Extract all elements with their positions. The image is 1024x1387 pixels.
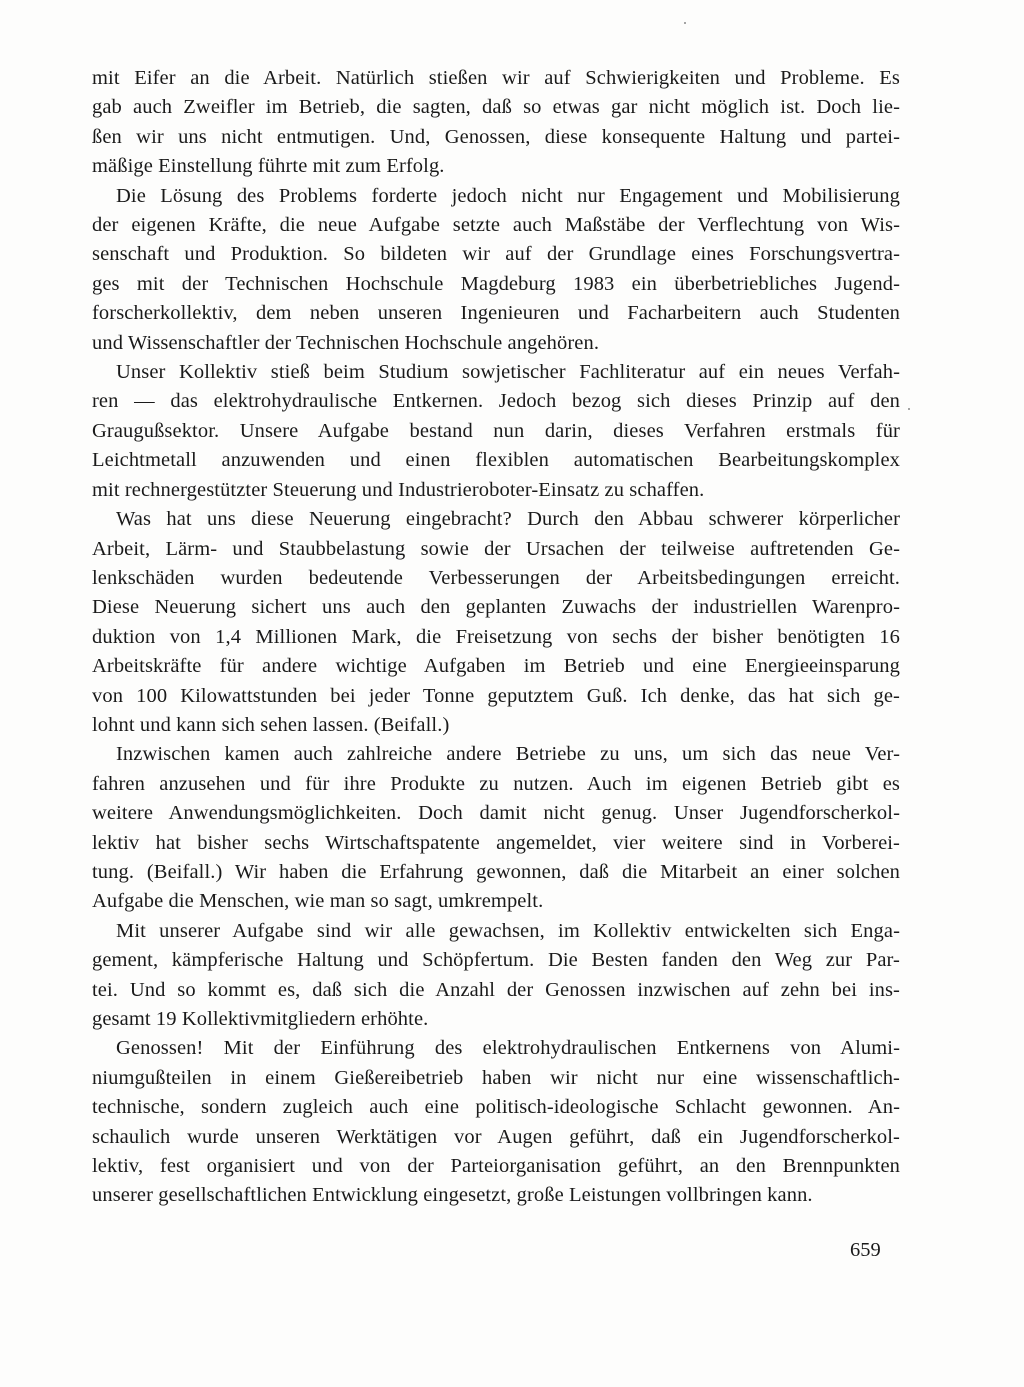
text-line: Inzwischen kamen auch zahlreiche andere Betriebe zu uns, um sich das neue Ver-	[116, 743, 900, 766]
text-line: unserer gesellschaftlichen Entwicklung eingesetzt, große Leistungen vollbringen kann.	[92, 1184, 813, 1207]
text-line: tung. (Beifall.) Wir haben die Erfahrung gewonnen, daß die Mitarbeit an einer solchen	[92, 860, 900, 883]
paragraph	[92, 505, 900, 740]
text-line: der eigenen Kräfte, die neue Aufgabe setzte auch Maßstäbe der Verflechtung von Wis-	[92, 214, 900, 237]
text-line: ßen wir uns nicht entmutigen. Und, Genossen, diese konsequente Haltung und partei-	[92, 125, 900, 148]
text-line: Unser Kollektiv stieß beim Studium sowjetischer Fachliteratur auf ein neues Verfah-	[116, 361, 900, 384]
paragraph	[92, 740, 900, 916]
text-line: Aufgabe die Menschen, wie man so sagt, umkrempelt.	[92, 890, 544, 913]
text-line: lektiv, fest organisiert und von der Parteiorganisation geführt, an den Brennpunkten	[92, 1155, 900, 1178]
text-line: Diese Neuerung sichert uns auch den geplanten Zuwachs der industriellen Warenpro-	[92, 596, 900, 619]
text-line: lektiv hat bisher sechs Wirtschaftspatente angemeldet, vier weitere sind in Vorberei-	[92, 831, 900, 854]
paragraph	[92, 358, 900, 505]
text-line: ren — das elektrohydraulische Entkernen. Jedoch bezog sich dieses Prinzip auf den	[92, 390, 900, 413]
text-line: Mit unserer Aufgabe sind wir alle gewachsen, im Kollektiv entwickelten sich Enga-	[116, 919, 900, 942]
paragraph	[92, 1034, 900, 1210]
text-line: ges mit der Technischen Hochschule Magdeburg 1983 ein überbetriebliches Jugend-	[92, 272, 900, 295]
text-line: Arbeit, Lärm- und Staubbelastung sowie der Ursachen der teilweise auftretenden Ge-	[92, 537, 900, 560]
text-line: mit rechnergestützter Steuerung und Industrieroboter-Einsatz zu schaffen.	[92, 478, 705, 501]
text-line: niumgußteilen in einem Gießereibetrieb haben wir nicht nur eine wissenschaftlich-	[92, 1066, 900, 1089]
text-line: Genossen! Mit der Einführung des elektrohydraulischen Entkernens von Alumi-	[116, 1037, 900, 1060]
text-line: technische, sondern zugleich auch eine politisch-ideologische Schlacht gewonnen. An-	[92, 1096, 900, 1119]
scan-speck	[684, 22, 686, 24]
text-line: und Wissenschaftler der Technischen Hochschule angehören.	[92, 331, 600, 354]
text-line: Leichtmetall anzuwenden und einen flexiblen automatischen Bearbeitungskomplex	[92, 449, 900, 472]
text-line: gement, kämpferische Haltung und Schöpfertum. Die Besten fanden den Weg zur Par-	[92, 949, 900, 972]
paragraph	[92, 917, 900, 1035]
text-line: schaulich wurde unseren Werktätigen vor Augen geführt, daß ein Jugendforscherkol-	[92, 1125, 900, 1148]
text-line: gesamt 19 Kollektivmitgliedern erhöhte.	[92, 1008, 429, 1030]
text-line: Die Lösung des Problems forderte jedoch nicht nur Engagement und Mobilisierung	[116, 184, 900, 207]
text-line: mit Eifer an die Arbeit. Natürlich stießen wir auf Schwierigkeiten und Probleme. Es	[92, 67, 900, 89]
page-number: 659	[850, 1239, 881, 1261]
text-line: gab auch Zweifler im Betrieb, die sagten, daß so etwas gar nicht möglich ist. Doch lie-	[92, 96, 900, 119]
text-line: Arbeitskräfte für andere wichtige Aufgaben im Betrieb und eine Energieeinsparung	[92, 655, 900, 678]
text-line: von 100 Kilowattstunden bei jeder Tonne geputztem Guß. Ich denke, das hat sich ge-	[92, 684, 900, 707]
text-line: Was hat uns diese Neuerung eingebracht? Durch den Abbau schwerer körperlicher	[116, 508, 900, 531]
scan-speck	[908, 408, 910, 410]
text-line: lohnt und kann sich sehen lassen. (Beifall.)	[92, 713, 450, 736]
text-line: duktion von 1,4 Millionen Mark, die Freisetzung von sechs der bisher benötigten 16	[92, 625, 900, 648]
text-line: weitere Anwendungsmöglichkeiten. Doch damit nicht genug. Unser Jugendforscherkol-	[92, 802, 900, 825]
text-line: tei. Und so kommt es, daß sich die Anzahl der Genossen inzwischen auf zehn bei ins-	[92, 978, 900, 1001]
text-line: senschaft und Produktion. So bildeten wir auf der Grundlage eines Forschungsvertra-	[92, 243, 900, 266]
text-line: fahren anzusehen und für ihre Produkte zu nutzen. Auch im eigenen Betrieb gibt es	[92, 772, 900, 795]
paragraph	[92, 64, 900, 182]
text-line: mäßige Einstellung führte mit zum Erfolg.	[92, 155, 445, 178]
text-line: Graugußsektor. Unsere Aufgabe bestand nun darin, dieses Verfahren erstmals für	[92, 419, 900, 442]
paragraph	[92, 182, 900, 358]
body-text	[92, 64, 900, 1211]
text-line: lenkschäden wurden bedeutende Verbesserungen der Arbeitsbedingungen erreicht.	[92, 566, 900, 589]
text-line: forscherkollektiv, dem neben unseren Ingenieuren und Facharbeitern auch Studenten	[92, 302, 900, 325]
